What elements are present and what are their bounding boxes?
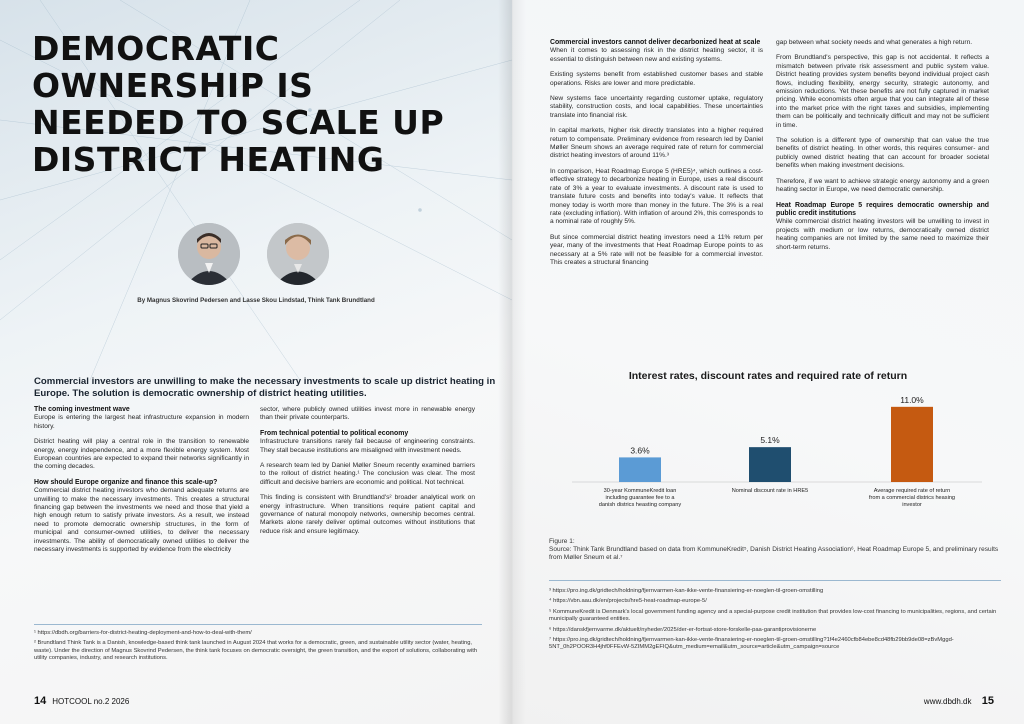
paragraph: While commercial district heating investors will be unwilling to invest in projects with medium or low returns, democratically owned district heating companies are not limited by the same need to maximize their short-term returns. <box>776 218 989 251</box>
category-label: Nominal discount rate in HRE5 <box>731 488 809 494</box>
paragraph: When it comes to assessing risk in the district heating sector, it is essential to distinguish between new and existing systems. <box>550 47 763 63</box>
paragraph: Therefore, if we want to achieve strategic energy autonomy and a green heating sector in Europe, we need democratic ownership. <box>776 177 989 194</box>
page-number: 15 <box>981 695 994 707</box>
paragraph: But since commercial district heating investors need a 11% return per year, many of the investments that Heat Roadmap Europe points to as necessary at a 5% rate will not be feasible for a commercial investor. This creates a structural financing <box>550 233 763 266</box>
caption-label: Figure 1: <box>549 538 575 545</box>
paragraph: In capital markets, higher risk directly translates into a higher required return to compensate. Preliminary evidence from research led by Daniel Møller Sneum shows an average required rate of return for commercial district heating investors of around 11%.³ <box>550 127 763 160</box>
paragraph: sector, where publicly owned utilities invest more in renewable energy than their private counterparts. <box>260 406 475 422</box>
left-footer <box>34 695 129 707</box>
footnote: ¹ https://dbdh.org/barriers-for-district-heating-deployment-and-how-to-deal-with-them/ <box>34 630 252 636</box>
footnote: ⁶ https://danskfjernvarme.dk/aktuelt/nyheder/2025/der-er-fortsat-store-forskelle-paa-garantiprovisionerne <box>549 626 817 633</box>
category-label: investor <box>902 502 922 508</box>
left-column-2 <box>260 406 475 543</box>
paragraph: This finding is consistent with Brundtland's² broader analytical work on energy infrastructure. When transitions require patient capital and governance of natural monopoly networks, ownership becomes central. Markets alone rarely deliver optimal outcomes without institutions that reduce risk and ensure legitimacy. <box>260 494 475 535</box>
paragraph: In comparison, Heat Roadmap Europe 5 (HRE5)⁴, which outlines a cost-effective strategy to decarbonize heating in Europe, uses a real discount rate of 3% a year to evaluate investments. A discount rate is used to translate future costs and benefits into today's value. It reflects that money today is worth more than money in the future. The 3% is a real rate (excluding inflation). With inflation of around 2%, this corresponds to a nominal rate of roughly 5%. <box>550 167 763 226</box>
byline: By Magnus Skovrind Pedersen and Lasse Skou Lindstad, Think Tank Brundtland <box>137 297 375 304</box>
right-footnotes <box>549 588 1001 655</box>
title-line: DEMOCRATIC <box>32 29 280 68</box>
paragraph: The solution is a different type of ownership that can value the true benefits of district heating. In other words, this requires consumer- and publicly owned district heating that can account for broader societal benefits when making investment decisions. <box>776 137 989 170</box>
paragraph: From Brundtland's perspective, this gap is not accidental. It reflects a mismatch between private risk assessment and public system value. District heating provides system benefits beyond individual project cash flows, including flexibility, energy security, strategic autonomy, and emission reductions. Yet these benefits are not fully captured in market pricing. While economists often argue that you can integrate all of these into the market price with the right taxes and subsidies, implementing them can be politically and technically difficult and may not be sufficient in time. <box>776 54 989 129</box>
article-title <box>32 30 482 178</box>
category-label: from a commercial districs heasing <box>868 495 956 501</box>
caption-text: Source: Think Tank Brundtland based on data from KommuneKredit⁵, Danish District Heating Association⁶, Heat Roadmap Europe 5, and preliminary results from Møller Sneum et al.⁷ <box>549 546 999 562</box>
figure-caption <box>549 538 999 563</box>
footnote-divider <box>34 624 482 625</box>
title-line: DISTRICT HEATING <box>32 140 385 179</box>
footnote: ² Brundtland Think Tank is a Danish, knowledge-based think tank launched in August 2024 that works for a democratic, green, and sustainable utility sector (water, heating, waste). Under the direction of Magnus Skovrind Pedersen, the think tank focuses on democratic oversight, the green transition, and the export of solutions, collaborating with utility companies, industry, and research institutions. <box>34 640 478 662</box>
paragraph: Infrastructure transitions rarely fail because of engineering constraints. They stall because institutions are misaligned with investment needs. <box>260 438 475 454</box>
left-column-1 <box>34 406 249 562</box>
paragraph: District heating will play a central role in the transition to renewable energy, energy independence, and a more flexible energy system. Most European countries are expected to expand their networks significantly in the coming decades. <box>34 438 249 471</box>
chart-canvas <box>552 382 992 532</box>
website: www.dbdh.dk <box>923 697 972 706</box>
author-photo-lasse <box>267 223 329 285</box>
right-footer <box>924 695 994 707</box>
paragraph: Europe is entering the largest heat infrastructure expansion in modern history. <box>34 414 249 430</box>
right-column-2 <box>776 39 989 259</box>
category-label: danish districs heasting company <box>598 502 682 508</box>
section-heading: The coming investment wave <box>34 406 130 413</box>
section-heading: Commercial investors cannot deliver decarbonized heat at scale <box>550 39 761 46</box>
section-heading: Heat Roadmap Europe 5 requires democratic ownership and public credit institutions <box>776 201 989 217</box>
data-label: 5.1% <box>760 435 780 446</box>
section-heading: From technical potential to political economy <box>260 429 409 437</box>
footnote-divider <box>549 580 1001 581</box>
category-label: Average required rate of return <box>873 488 951 494</box>
footnote: ⁵ KommuneKredit is Denmark's local government funding agency and a special-purpose credit institution that provides low-cost financing to municipalities, regions, and certain municipally guaranteed entities. <box>549 608 997 623</box>
magazine-issue: HOTCOOL no.2 2026 <box>52 697 130 706</box>
footnote: ⁷ https://pro.ing.dk/gridtech/holdning/fjernvarmen-kan-ikke-vente-finansiering-er-noeglen-til-groen-omstilling?1f4e2460cfb84ebe8cd48fb29bb9de08=zBvMggd-5NT_0h2POOR3H4jhf0FFEvW-5ZIMM2gEFIQ&utm_medium=email&utm_source=article&utm_campaign=source <box>549 637 954 651</box>
author-photo-magnus <box>178 223 240 285</box>
paragraph: Existing systems benefit from established customer bases and stable operations. Risks are lower and more predictable. <box>550 71 763 87</box>
left-footnotes <box>34 630 484 666</box>
title-line: OWNERSHIP IS <box>32 66 314 105</box>
chart-title: Interest rates, discount rates and required rate of return <box>628 370 908 382</box>
category-label: including guarantee fee to a <box>605 495 675 501</box>
footnote: ³ https://pro.ing.dk/gridtech/holdning/fjernvarmen-kan-ikke-vente-finansiering-er-noeglen-til-groen-omstilling <box>549 588 824 594</box>
title-line: NEEDED TO SCALE UP <box>32 103 445 142</box>
data-label: 11.0% <box>900 394 924 405</box>
paragraph: New systems face uncertainty regarding customer uptake, regulatory stability, construction costs, and local capabilities. These uncertainties translate into financial risk. <box>550 95 763 119</box>
bar <box>619 457 661 482</box>
right-column-1 <box>550 39 763 274</box>
bar-chart <box>552 382 992 532</box>
paragraph: Commercial district heating investors who demand adequate returns are unwilling to make the necessary investments. This creates a structural financing gap between the investments we need and those that yield a high enough return to satisfy private investors. As a result, we instead need to promote democratic ownership structures, in the form of municipal and consumer-owned utilities, to deliver the necessary investments. The ability of democratically owned utilities to deliver the necessary investments is supported by evidence from the electricity <box>34 487 249 554</box>
paragraph: gap between what society needs and what generates a high return. <box>776 39 973 46</box>
bar <box>891 407 933 482</box>
bar <box>749 447 791 482</box>
lead-paragraph: Commercial investors are unwilling to make the necessary investments to scale up district heating in Europe. The solution is democratic ownership of district heating utilities. <box>34 376 496 399</box>
paragraph: A research team led by Daniel Møller Sneum recently examined barriers to the rollout of district heating.¹ The conclusion was clear. The most difficult and decisive barriers are economic and political. Not technical. <box>260 462 475 486</box>
category-label: 30-year KommuneKredit loan <box>603 488 677 494</box>
section-heading: How should Europe organize and finance this scale-up? <box>34 478 218 486</box>
right-page <box>512 0 1024 724</box>
footnote: ⁴ https://vbn.aau.dk/en/projects/hre5-heat-roadmap-europe-5/ <box>549 598 707 605</box>
page-number: 14 <box>34 695 47 707</box>
data-label: 3.6% <box>630 445 650 456</box>
